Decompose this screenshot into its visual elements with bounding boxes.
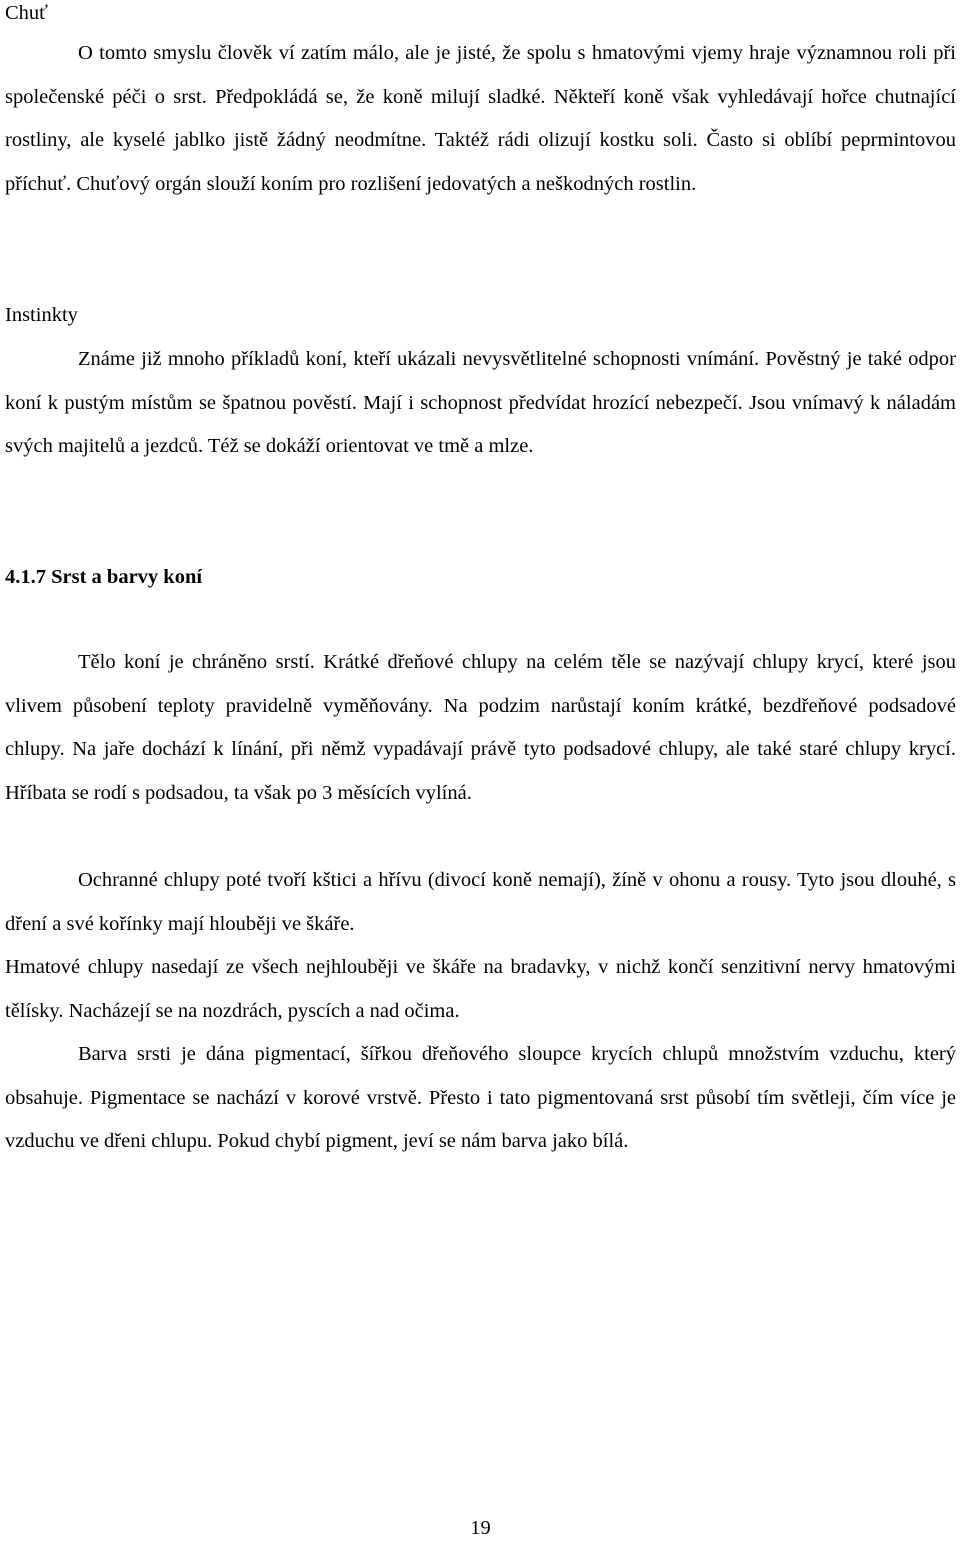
paragraph-instincts: Známe již mnoho příkladů koní, kteří ukázali nevysvětlitelné schopnosti vnímání. Pověstný je také odpor koní k pustým místům se špatnou pověstí. Mají i schopnost předvídat hrozící nebezpečí. Jsou vnímavý k náladám svých majitelů a jezdců. Též se dokáží orientovat ve tmě a mlze. — [5, 348, 956, 457]
section-heading-instincts: Instinkty — [5, 304, 78, 326]
paragraph-coat-1: Tělo koní je chráněno srstí. Krátké dřeňové chlupy na celém těle se nazývají chlupy krycí, které jsou vlivem působení teploty pravidelně vyměňovány. Na podzim narůstají koním krátké, bezdřeňové podsadové chlupy. Na jaře dochází k línání, při němž vypadávají právě tyto podsadové chlupy, ale také staré chlupy krycí. Hříbata se rodí s podsadou, ta však po 3 měsících vylíná. — [5, 651, 956, 804]
section-heading-taste: Chuť — [5, 2, 48, 24]
page-number: 19 — [470, 1517, 491, 1539]
paragraph-coat-4: Barva srsti je dána pigmentací, šířkou dřeňového sloupce krycích chlupů množstvím vzduchu, který obsahuje. Pigmentace se nachází v korové vrstvě. Přesto i tato pigmentovaná srst působí tím světleji, čím více je vzduchu ve dřeni chlupu. Pokud chybí pigment, jeví se nám barva jako bílá. — [5, 1043, 956, 1152]
paragraph-coat-2: Ochranné chlupy poté tvoří kštici a hřívu (divocí koně nemají), žíně v ohonu a rousy. Tyto jsou dlouhé, s dření a své kořínky mají hlouběji ve škáře. — [5, 869, 956, 935]
paragraph-coat-3: Hmatové chlupy nasedají ze všech nejhlouběji ve škáře na bradavky, v nichž končí senzitivní nervy hmatovými tělísky. Nacházejí se na nozdrách, pyscích a nad očima. — [5, 956, 956, 1022]
paragraph-taste: O tomto smyslu člověk ví zatím málo, ale je jisté, že spolu s hmatovými vjemy hraje významnou roli při společenské péči o srst. Předpokládá se, že koně milují sladké. Někteří koně však vyhledávají hořce chutnající rostliny, ale kyselé jablko jistě žádný neodmítne. Taktéž rádi olizují kostku soli. Často si oblíbí peprmintovou příchuť. Chuťový orgán slouží koním pro rozlišení jedovatých a neškodných rostlin. — [5, 42, 956, 195]
section-heading-coat: 4.1.7 Srst a barvy koní — [5, 566, 203, 588]
